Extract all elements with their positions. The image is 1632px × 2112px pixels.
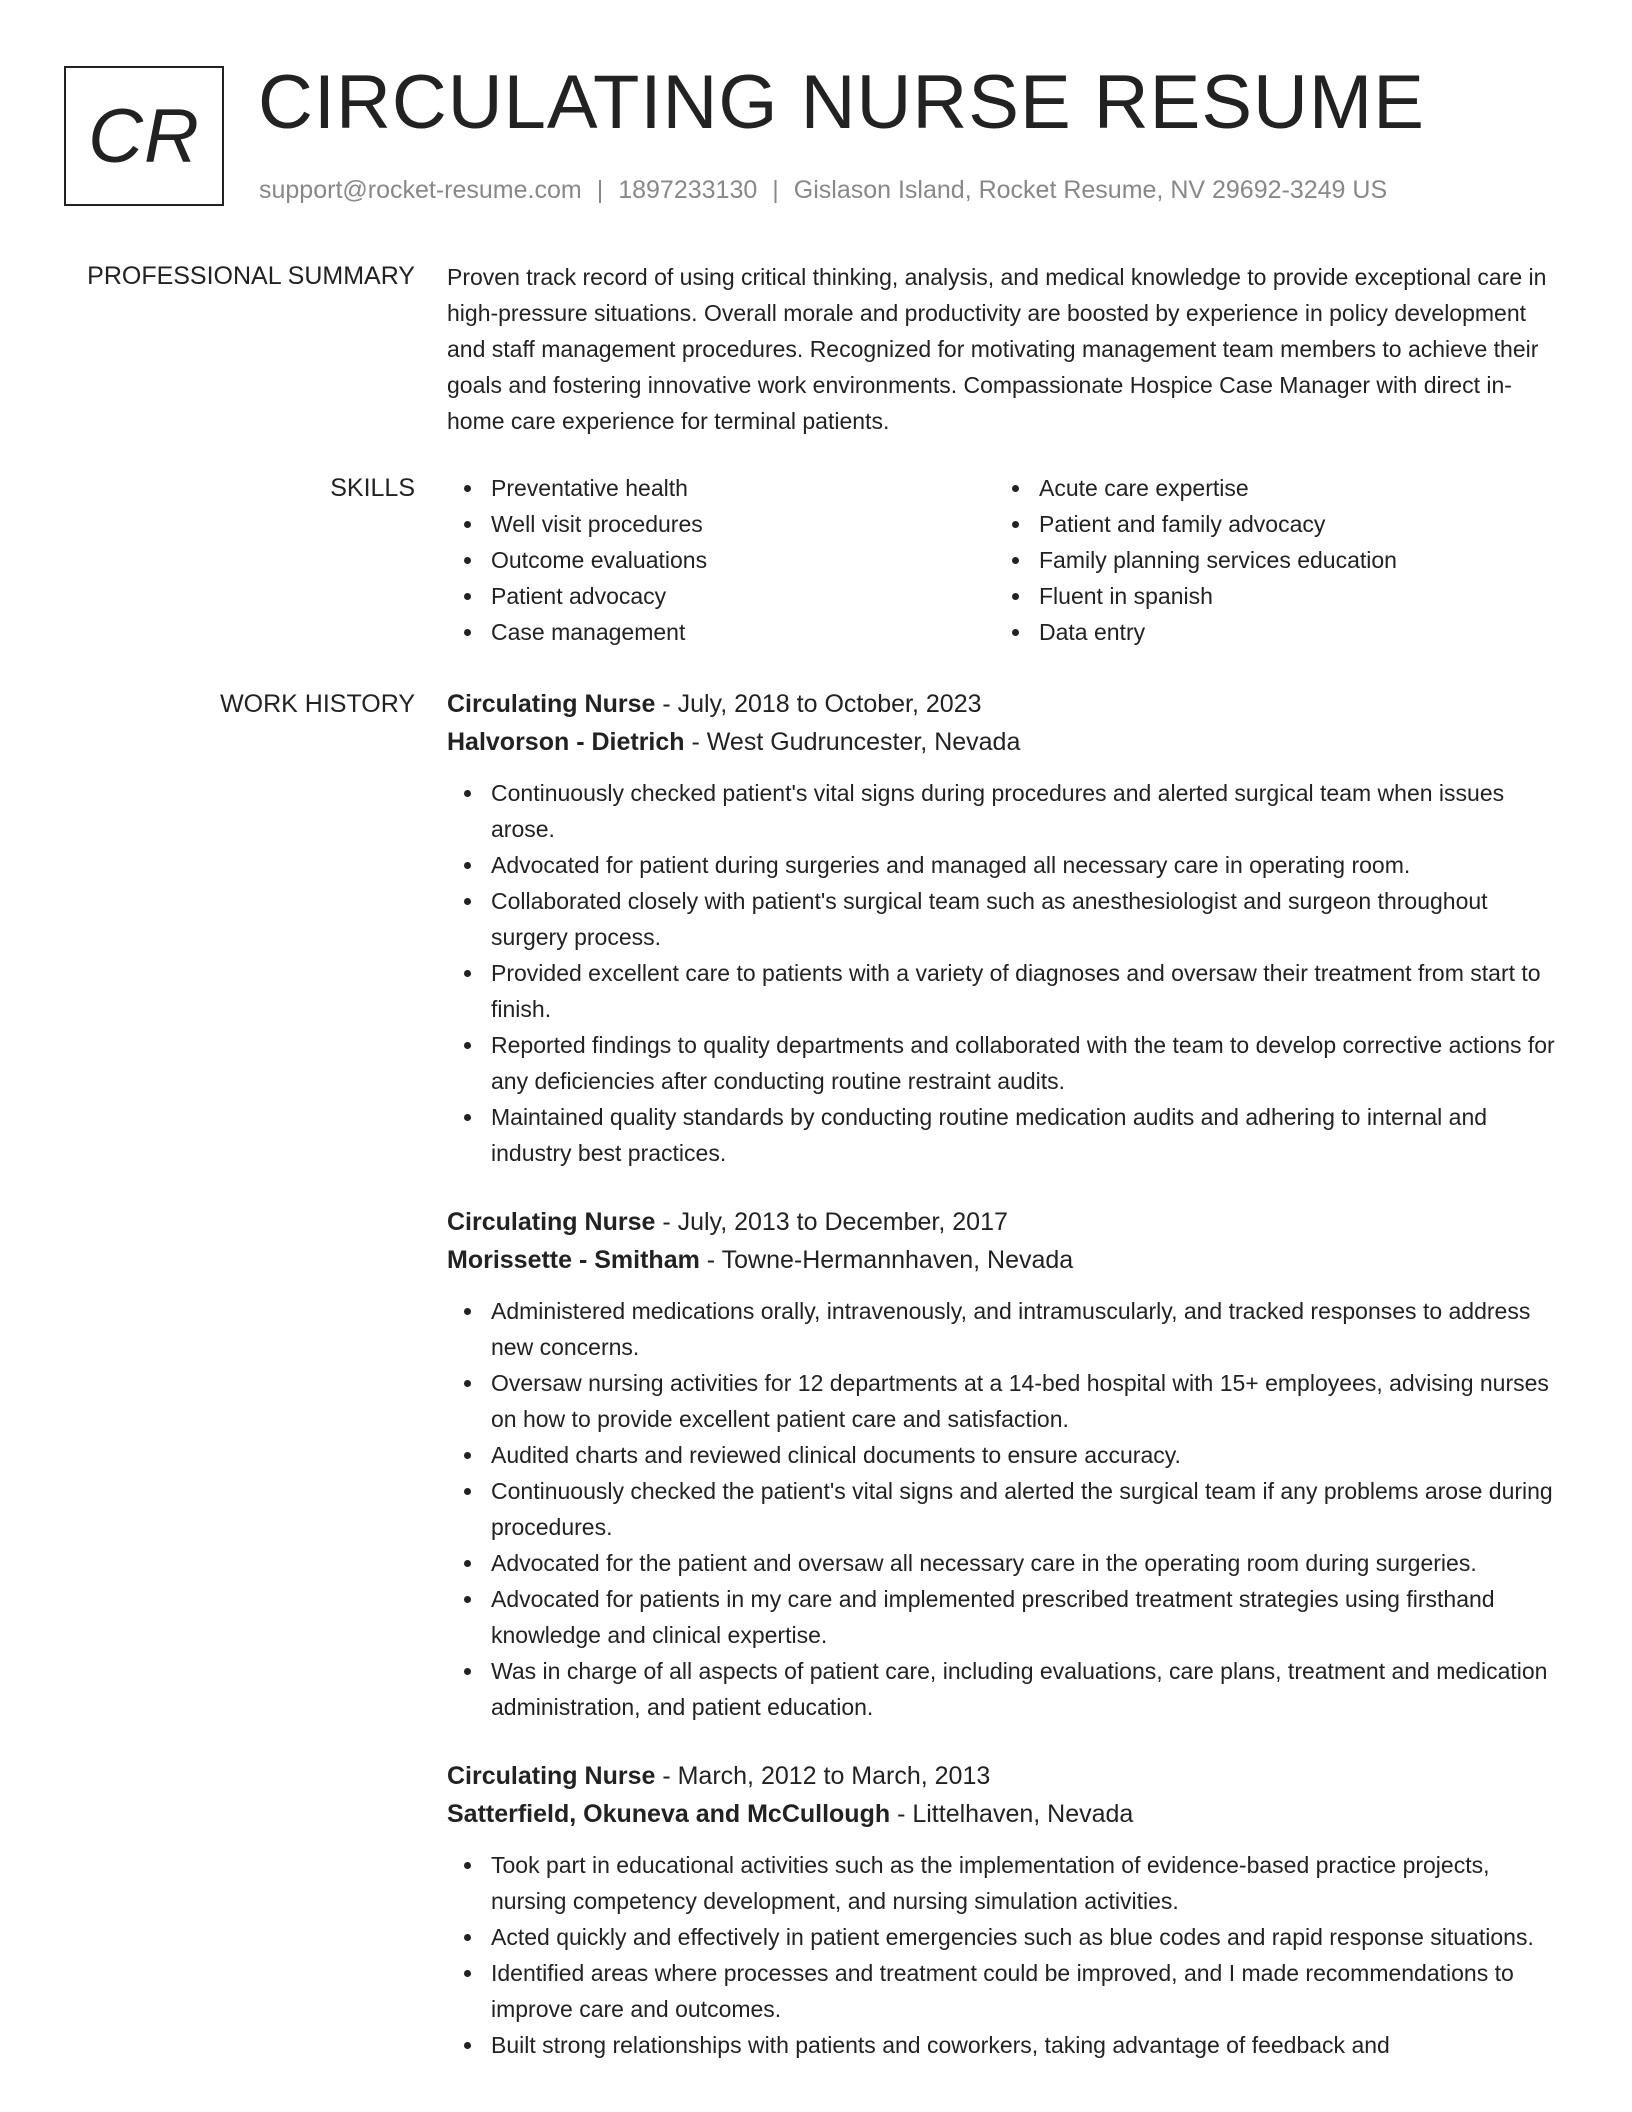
job-bullet: Advocated for patients in my care and implemented prescribed treatment strategies using firsthand knowledge and clinical expertise. xyxy=(447,1581,1567,1653)
job-bullet: Acted quickly and effectively in patient emergencies such as blue codes and rapid response situations. xyxy=(447,1919,1567,1955)
job-bullet: Built strong relationships with patients and coworkers, taking advantage of feedback and xyxy=(447,2027,1567,2063)
contact-separator: | xyxy=(596,176,604,204)
job-bullet: Continuously checked patient's vital signs during procedures and alerted surgical team when issues arose. xyxy=(447,775,1567,847)
job-company: Satterfield, Okuneva and McCullough xyxy=(447,1800,891,1828)
contact-address: Gislason Island, Rocket Resume, NV 29692-3249 US xyxy=(793,176,1388,204)
job-title: Circulating Nurse xyxy=(447,690,656,718)
skills-list-right xyxy=(995,470,1543,650)
job-bullet: Collaborated closely with patient's surgical team such as anesthesiologist and surgeon throughout surgery process. xyxy=(447,883,1567,955)
job-location: - West Gudruncester, Nevada xyxy=(684,728,1021,756)
job-entry xyxy=(447,1757,1567,2063)
contact-email[interactable]: support@rocket-resume.com xyxy=(259,176,582,204)
job-dates: - July, 2013 to December, 2017 xyxy=(655,1208,1008,1236)
job-bullet: Identified areas where processes and treatment could be improved, and I made recommendations to improve care and outcomes. xyxy=(447,1955,1567,2027)
job-bullet: Maintained quality standards by conducting routine medication audits and adhering to internal and industry best practices. xyxy=(447,1099,1567,1171)
job-bullet: Took part in educational activities such as the implementation of evidence-based practice projects, nursing competency development, and nursing simulation activities. xyxy=(447,1847,1567,1919)
job-entry xyxy=(447,1203,1567,1725)
job-bullet: Advocated for patient during surgeries and managed all necessary care in operating room. xyxy=(447,847,1567,883)
skill-item: Fluent in spanish xyxy=(995,578,1543,614)
skills-columns xyxy=(447,470,1567,650)
skill-item: Preventative health xyxy=(447,470,995,506)
job-bullet: Audited charts and reviewed clinical documents to ensure accuracy. xyxy=(447,1437,1567,1473)
job-dates: - July, 2018 to October, 2023 xyxy=(655,690,982,718)
resume-title: CIRCULATING NURSE RESUME xyxy=(258,60,1425,145)
skill-item: Data entry xyxy=(995,614,1543,650)
skill-item: Well visit procedures xyxy=(447,506,995,542)
summary-heading: PROFESSIONAL SUMMARY xyxy=(87,262,415,290)
work-history-heading: WORK HISTORY xyxy=(220,690,415,718)
skill-item: Patient advocacy xyxy=(447,578,995,614)
job-title: Circulating Nurse xyxy=(447,1762,656,1790)
monogram-initials: CR xyxy=(88,93,200,179)
job-bullet: Provided excellent care to patients with a variety of diagnoses and oversaw their treatment from start to finish. xyxy=(447,955,1567,1027)
job-bullet: Reported findings to quality departments and collaborated with the team to develop corrective actions for any deficiencies after conducting routine restraint audits. xyxy=(447,1027,1567,1099)
job-company: Halvorson - Dietrich xyxy=(447,728,685,756)
contact-phone[interactable]: 1897233130 xyxy=(618,176,758,204)
job-bullet: Continuously checked the patient's vital signs and alerted the surgical team if any problems arose during procedures. xyxy=(447,1473,1567,1545)
skills-heading: SKILLS xyxy=(330,474,415,502)
skill-item: Case management xyxy=(447,614,995,650)
job-bullets xyxy=(447,775,1567,1171)
job-company: Morissette - Smitham xyxy=(447,1246,700,1274)
skill-item: Acute care expertise xyxy=(995,470,1543,506)
job-bullet: Was in charge of all aspects of patient care, including evaluations, care plans, treatment and medication administration, and patient education. xyxy=(447,1653,1567,1725)
skill-item: Outcome evaluations xyxy=(447,542,995,578)
job-entry xyxy=(447,685,1567,1171)
job-bullet: Oversaw nursing activities for 12 departments at a 14-bed hospital with 15+ employees, advising nurses on how to provide excellent patient care and satisfaction. xyxy=(447,1365,1567,1437)
skills-list-left xyxy=(447,470,995,650)
job-location: - Towne-Hermannhaven, Nevada xyxy=(699,1246,1074,1274)
summary-text: Proven track record of using critical thinking, analysis, and medical knowledge to provide exceptional care in high-pressure situations. Overall morale and productivity are boosted by experience in policy development and staff management procedures. Recognized for motivating management team members to achieve their goals and fostering innovative work environments. Compassionate Hospice Case Manager with direct in-home care experience for terminal patients. xyxy=(447,264,1547,434)
contact-line xyxy=(259,174,1387,206)
job-title: Circulating Nurse xyxy=(447,1208,656,1236)
job-bullets xyxy=(447,1847,1567,2063)
job-bullet: Advocated for the patient and oversaw all necessary care in the operating room during surgeries. xyxy=(447,1545,1567,1581)
skill-item: Family planning services education xyxy=(995,542,1543,578)
contact-separator: | xyxy=(772,176,779,204)
job-bullet: Administered medications orally, intravenously, and intramuscularly, and tracked responses to address new concerns. xyxy=(447,1293,1567,1365)
skill-item: Patient and family advocacy xyxy=(995,506,1543,542)
job-location: - Littelhaven, Nevada xyxy=(890,1800,1134,1828)
job-dates: - March, 2012 to March, 2013 xyxy=(655,1762,991,1790)
monogram-logo xyxy=(64,66,224,206)
job-bullets xyxy=(447,1293,1567,1725)
